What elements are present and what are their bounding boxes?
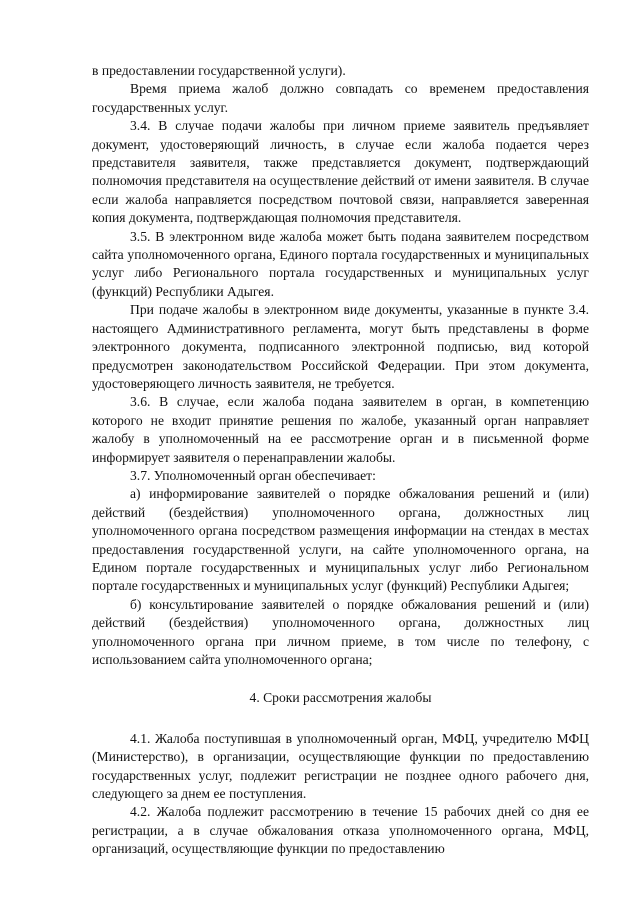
document-page	[92, 62, 589, 859]
paragraph-electronic-submission: При подаче жалобы в электронном виде документы, указанные в пункте 3.4. настоящего Административного регламента, могут быть представлены в форме электронного документа, подписанного электронной подписью, вид которой предусмотрен законодательством Российской Федерации. При этом документа, удостоверяющего личность заявителя, не требуется.	[92, 302, 589, 391]
paragraph-3-7-a: а) информирование заявителей о порядке обжалования решений и (или) действий (бездействия) уполномоченного органа, должностных лиц уполномоченного органа посредством размещения информации на стендах в местах предоставления государственной услуги, на сайте уполномоченного органа, на Едином портале государственных и муниципальных услуг либо Региональном портале государственных и муниципальных услуг (функций) Республики Адыгея;	[92, 486, 589, 594]
paragraph-4-1: 4.1. Жалоба поступившая в уполномоченный орган, МФЦ, учредителю МФЦ (Министерство), в организации, осуществляющие функции по предоставлению государственных услуг, подлежит регистрации не позднее одного рабочего дня, следующего за днем ее поступления.	[92, 730, 589, 802]
paragraph-3-4: 3.4. В случае подачи жалобы при личном приеме заявитель предъявляет документ, удостоверяющий личность, в случае если жалоба подается через представителя заявителя, также представляется документ, подтверждающий полномочия представителя на осуществление действий от имени заявителя. В случае если жалоба направляется посредством почтовой связи, направляется заверенная копия документа, подтверждающая полномочия представителя.	[92, 118, 589, 226]
paragraph-4-2: 4.2. Жалоба подлежит рассмотрению в течение 15 рабочих дней со дня ее регистрации, а в случае обжалования отказа уполномоченного органа, МФЦ, организаций, осуществляющие функции по предоставлению	[92, 804, 589, 857]
section-heading: 4. Сроки рассмотрения жалобы	[249, 690, 432, 706]
paragraph-3-7-b: б) консультирование заявителей о порядке обжалования решений и (или) действий (бездействия) уполномоченного органа, должностных лиц уполномоченного органа при личном приеме, в том числе по телефону, с использованием сайта уполномоченного органа;	[92, 596, 589, 667]
paragraph-3-6: 3.6. В случае, если жалоба подана заявителем в орган, в компетенцию которого не входит принятие решения по жалобе, указанный орган направляет жалобу в уполномоченный на ее рассмотрение орган и в письменной форме информирует заявителя о перенаправлении жалобы.	[92, 394, 589, 465]
paragraph-3-7: 3.7. Уполномоченный орган обеспечивает:	[130, 467, 376, 483]
paragraph-3-5: 3.5. В электронном виде жалоба может быть подана заявителем посредством сайта уполномоченного органа, Единого портала государственных и муниципальных услуг либо Регионального портала государственных и муниципальных услуг (функций) Республики Адыгея.	[92, 228, 589, 299]
paragraph-continuation: в предоставлении государственной услуги).	[92, 63, 346, 78]
paragraph-reception-time: Время приема жалоб должно совпадать со временем предоставления государственных услуг.	[92, 81, 589, 115]
